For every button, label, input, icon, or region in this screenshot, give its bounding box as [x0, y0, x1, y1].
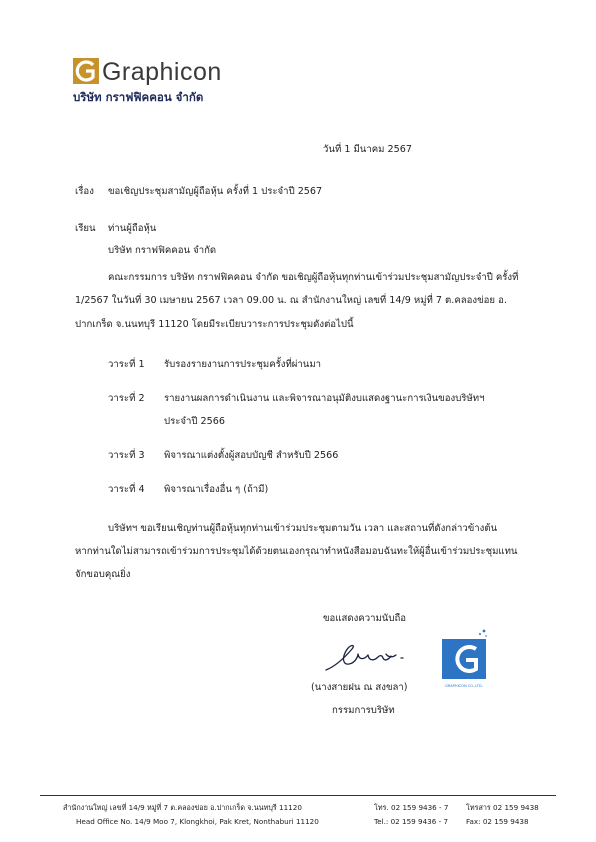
closing-line-2: หากท่านใดไม่สามารถเข้าร่วมการประชุมได้ด้วยตนเองกรุณาทำหนังสือมอบฉันทะให้ผู้อื่นเข้าร่วมประชุมแทน — [75, 546, 518, 557]
footer-phone-en: Tel.: 02 159 9436 - 7 — [374, 817, 449, 826]
letter-date: วันที่ 1 มีนาคม 2567 — [323, 144, 412, 155]
to-label: เรียน — [75, 223, 96, 234]
logo-wordmark — [101, 58, 222, 87]
graphicon-logo-mark-icon — [73, 58, 99, 84]
closing-line-1: บริษัทฯ ขอเรียนเชิญท่านผู้ถือหุ้นทุกท่านเข้าร่วมประชุมตามวัน เวลา และสถานที่ดังกล่าวข้างต้น — [108, 523, 498, 534]
regards-text: ขอแสดงความนับถือ — [323, 613, 407, 624]
agenda-text-1: รับรองรายงานการประชุมครั้งที่ผ่านมา — [164, 359, 322, 370]
handwritten-signature — [322, 640, 424, 674]
to-line-1: ท่านผู้ถือหุ้น — [108, 223, 157, 234]
signer-name: (นางสายฝน ณ สงขลา) — [311, 682, 408, 693]
closing-line-3: จักขอบคุณยิ่ง — [75, 569, 131, 580]
intro-line-1: คณะกรรมการ บริษัท กราฟฟิคคอน จำกัด ขอเชิญผู้ถือหุ้นทุกท่านเข้าร่วมประชุมสามัญประจำปี ครั้งที่ — [108, 272, 519, 283]
footer-phone-th: โทร. 02 159 9436 - 7 — [374, 803, 449, 812]
footer-divider — [40, 795, 556, 796]
company-name-th: บริษัท กราฟฟิคคอน จำกัด — [73, 90, 204, 104]
footer-fax-en: Fax: 02 159 9438 — [466, 817, 529, 826]
subject-text: ขอเชิญประชุมสามัญผู้ถือหุ้น ครั้งที่ 1 ประจำปี 2567 — [108, 186, 323, 197]
logo-text: Graphicon — [101, 58, 222, 86]
agenda-label-2: วาระที่ 2 — [108, 393, 145, 404]
agenda-label-1: วาระที่ 1 — [108, 359, 145, 370]
agenda-text-2a: รายงานผลการดำเนินงาน และพิจารณาอนุมัติงบแสดงฐานะการเงินของบริษัทฯ — [164, 393, 485, 404]
agenda-text-4: พิจารณาเรื่องอื่น ๆ (ถ้ามี) — [164, 484, 269, 495]
footer-address-th: สำนักงานใหญ่ เลขที่ 14/9 หมู่ที่ 7 ต.คลองข่อย อ.ปากเกร็ด จ.นนทบุรี 11120 — [63, 803, 302, 812]
subject-label: เรื่อง — [75, 186, 94, 197]
stamp-text: GRAPHICON CO.,LTD. — [445, 684, 483, 688]
intro-line-2: 1/2567 ในวันที่ 30 เมษายน 2567 เวลา 09.00 น. ณ สำนักงานใหญ่ เลขที่ 14/9 หมู่ที่ 7 ต.คลองข่อย อ. — [75, 295, 507, 306]
agenda-text-2b: ประจำปี 2566 — [164, 416, 225, 427]
to-line-2: บริษัท กราฟฟิคคอน จำกัด — [108, 245, 217, 256]
agenda-label-3: วาระที่ 3 — [108, 450, 145, 461]
footer-address-en: Head Office No. 14/9 Moo 7, Klongkhoi, Pak Kret, Nonthaburi 11120 — [76, 817, 319, 826]
company-stamp-icon — [438, 625, 492, 693]
agenda-label-4: วาระที่ 4 — [108, 484, 145, 495]
signer-title: กรรมการบริษัท — [332, 705, 395, 716]
intro-line-3: ปากเกร็ด จ.นนทบุรี 11120 โดยมีระเบียบวาระการประชุมดังต่อไปนี้ — [75, 319, 354, 330]
footer-fax-th: โทรสาร 02 159 9438 — [466, 803, 539, 812]
agenda-text-3: พิจารณาแต่งตั้งผู้สอบบัญชี สำหรับปี 2566 — [164, 450, 339, 461]
